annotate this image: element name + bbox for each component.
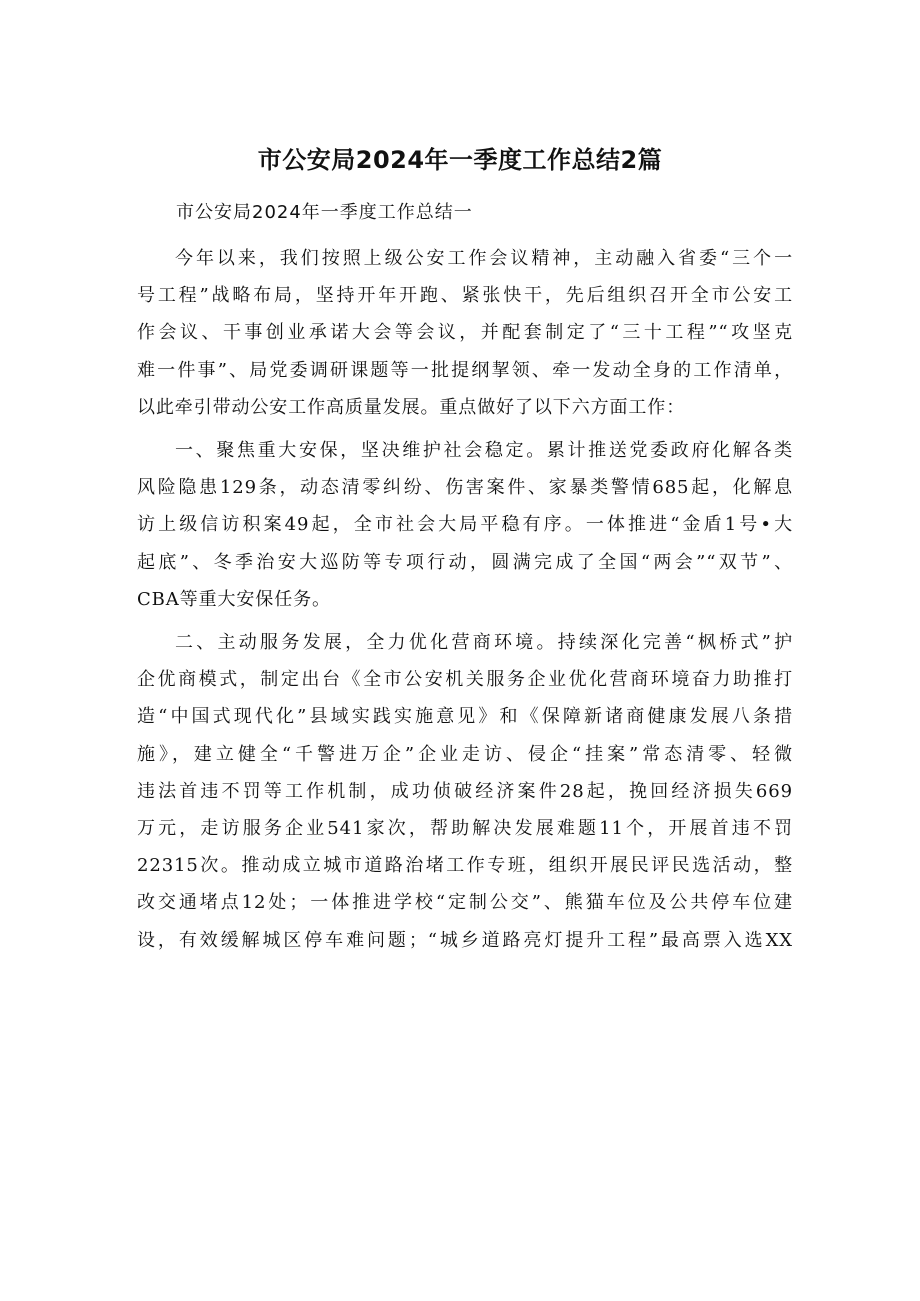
document-body — [137, 240, 793, 959]
text-line: 号工程”战略布局，坚持开年开跑、紧张快干，先后组织召开全市公安工 — [137, 285, 793, 307]
document-title: 市公安局2024年一季度工作总结2篇 — [257, 146, 663, 174]
text-line: 访上级信访积案49起，全市社会大局平稳有序。一体推进“金盾1号•大 — [137, 514, 793, 536]
text-line: 万元，走访服务企业541家次，帮助解决发展难题11个，开展首违不罚 — [137, 818, 793, 840]
text-line: CBA等重大安保任务。 — [137, 588, 331, 610]
paragraph — [137, 432, 793, 618]
text-line: 以此牵引带动公安工作高质量发展。重点做好了以下六方面工作： — [137, 396, 686, 418]
text-line: 二、主动服务发展，全力优化营商环境。持续深化完善“枫桥式”护 — [175, 632, 793, 654]
text-line: 设，有效缓解城区停车难问题；“城乡道路亮灯提升工程”最高票入选XX — [137, 929, 793, 951]
text-line: 企优商模式，制定出台《全市公安机关服务企业优化营商环境奋力助推打 — [137, 669, 793, 691]
text-line: 风险隐患129条，动态清零纠纷、伤害案件、家暴类警情685起，化解息 — [137, 477, 793, 499]
text-line: 一、聚焦重大安保，坚决维护社会稳定。累计推送党委政府化解各类 — [175, 440, 793, 462]
text-line: 作会议、干事创业承诺大会等会议，并配套制定了“三十工程”“攻坚克 — [137, 322, 793, 344]
paragraph — [137, 624, 793, 959]
text-line: 造“中国式现代化”县域实践实施意见》和《保障新诸商健康发展八条措 — [137, 706, 793, 728]
paragraph — [137, 240, 793, 426]
text-line: 改交通堵点12处；一体推进学校“定制公交”、熊猫车位及公共停车位建 — [137, 892, 793, 914]
text-line: 今年以来，我们按照上级公安工作会议精神，主动融入省委“三个一 — [175, 248, 793, 269]
text-line: 22315次。推动成立城市道路治堵工作专班，组织开展民评民选活动，整 — [137, 855, 793, 877]
text-line: 施》，建立健全“千警进万企”企业走访、侵企“挂案”常态清零、轻微 — [137, 743, 793, 765]
section-subtitle: 市公安局2024年一季度工作总结一 — [176, 202, 473, 223]
text-line: 起底”、冬季治安大巡防等专项行动，圆满完成了全国“两会”“双节”、 — [137, 551, 793, 573]
text-line: 难一件事”、局党委调研课题等一批提纲挈领、牵一发动全身的工作清单， — [137, 359, 793, 381]
text-line: 违法首违不罚等工作机制，成功侦破经济案件28起，挽回经济损失669 — [137, 780, 793, 802]
